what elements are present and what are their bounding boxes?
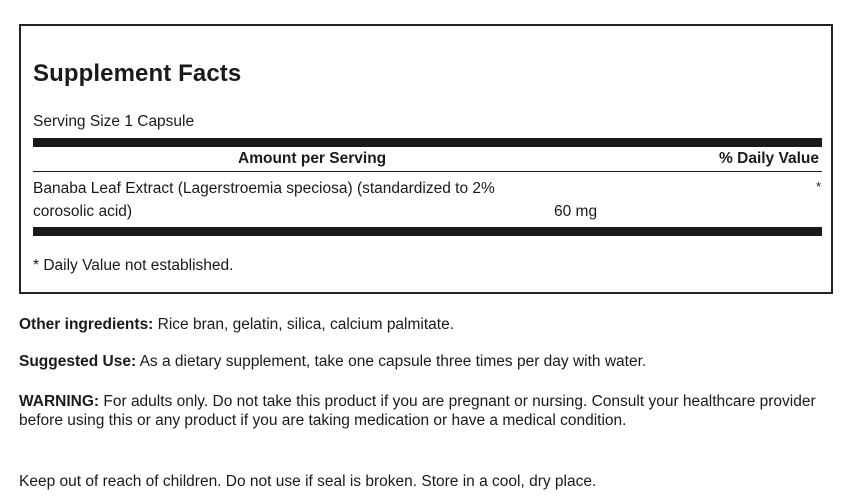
footer-rule-thick: [33, 227, 822, 236]
other-ingredients: [19, 315, 839, 334]
suggested-use-text: As a dietary supplement, take one capsule three times per day with water.: [136, 353, 647, 370]
ingredient-daily-value: *: [815, 179, 821, 194]
supplement-facts-panel: [19, 24, 833, 294]
storage-note: [19, 472, 839, 491]
header-rule-thick: [33, 138, 822, 147]
storage-text: Keep out of reach of children. Do not use if seal is broken. Store in a cool, dry place.: [19, 473, 597, 490]
ingredient-name-line2: corosolic acid): [33, 203, 133, 220]
column-header-amount: Amount per Serving: [238, 150, 387, 167]
ingredient-amount: 60 mg: [554, 203, 598, 220]
warning-label: WARNING:: [19, 393, 100, 410]
suggested-use: [19, 352, 839, 371]
panel-title: Supplement Facts: [33, 60, 242, 87]
warning: [19, 392, 819, 430]
ingredient-name-line1: Banaba Leaf Extract (Lagerstroemia speciosa) (standardized to 2%: [33, 180, 495, 197]
header-rule-thin: [33, 171, 822, 172]
serving-size: Serving Size 1 Capsule: [33, 113, 195, 130]
warning-text: For adults only. Do not take this product if you are pregnant or nursing. Consult your healthcare provider before using this or any product if you are taking medication or have a medical condition.: [19, 393, 816, 429]
other-ingredients-text: Rice bran, gelatin, silica, calcium palmitate.: [153, 316, 455, 333]
column-header-daily-value: % Daily Value: [719, 150, 819, 167]
suggested-use-label: Suggested Use:: [19, 353, 137, 370]
daily-value-footnote: * Daily Value not established.: [33, 257, 234, 274]
other-ingredients-label: Other ingredients:: [19, 316, 154, 333]
